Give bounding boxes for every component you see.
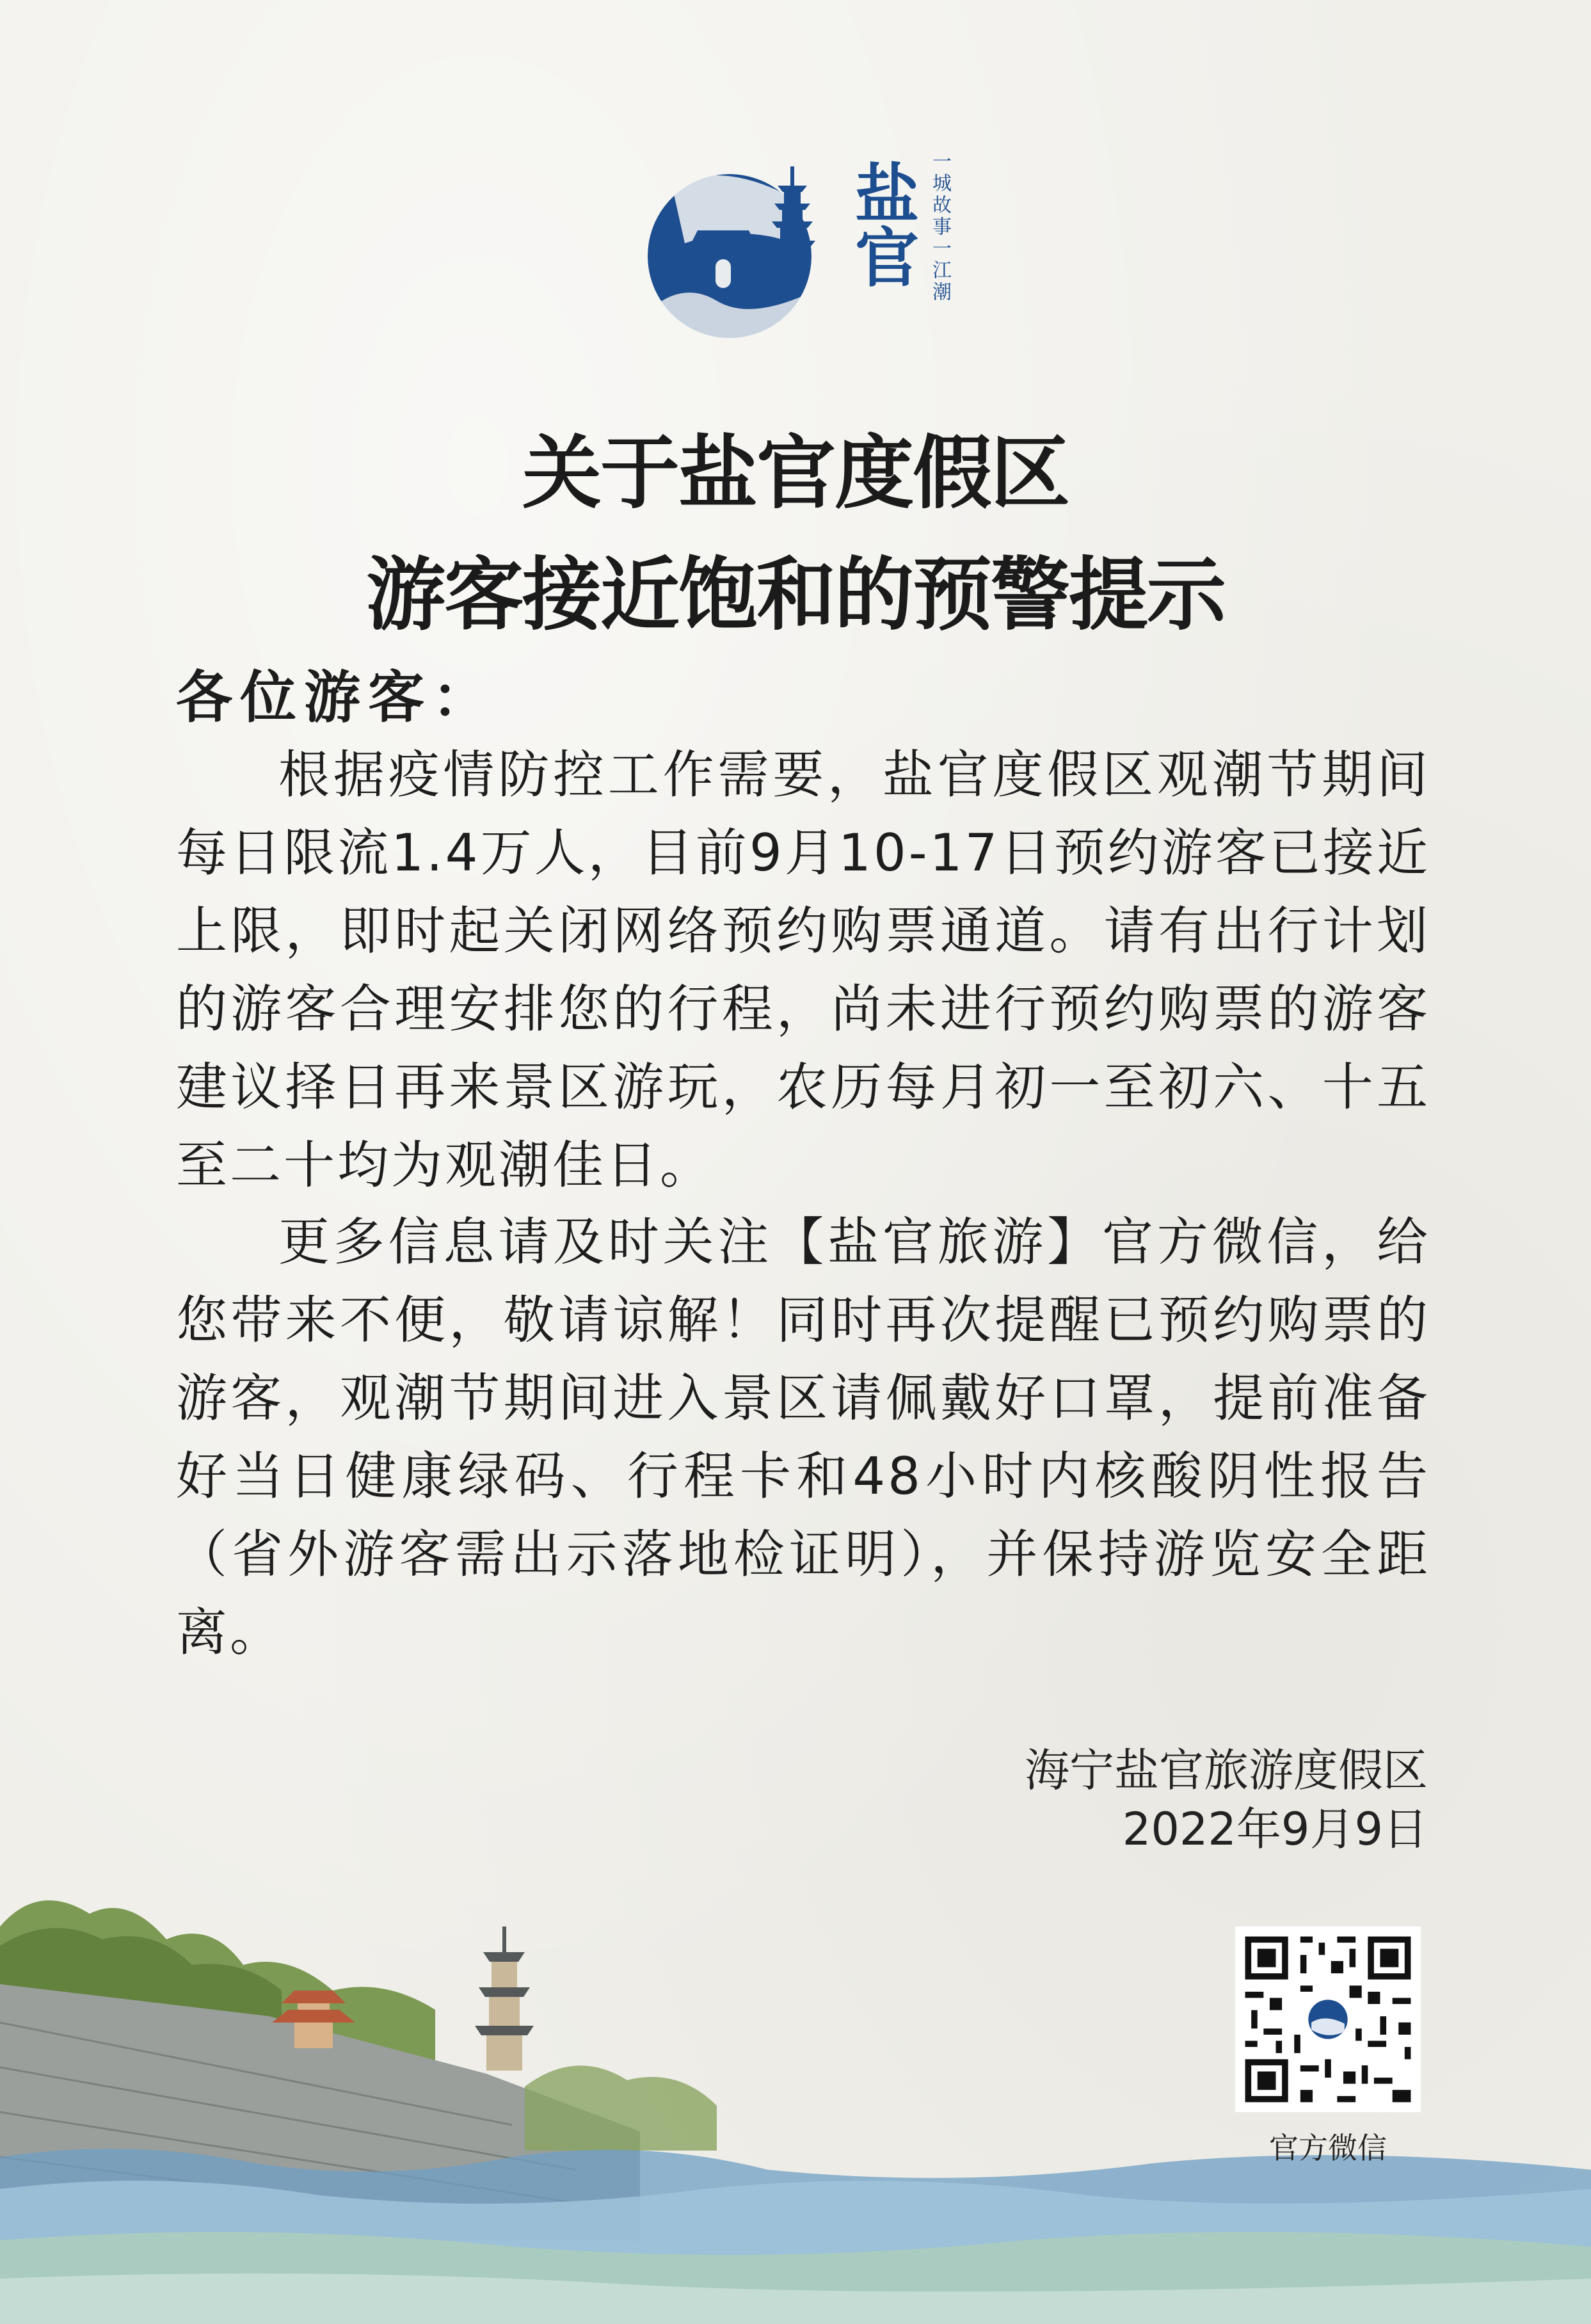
- page-title-line-2: 游客接近饱和的预警提示: [365, 549, 1225, 641]
- qr-code-icon[interactable]: [1235, 1927, 1421, 2112]
- logo-slogan: 一城故事一江潮: [929, 151, 951, 303]
- signature-block: [1025, 1741, 1428, 1859]
- logo-brand-text: 盐官: [844, 160, 920, 288]
- page-title-line-1: 关于盐官度假区: [522, 428, 1069, 520]
- signature-org: 海宁盐官旅游度假区: [1025, 1744, 1428, 1797]
- paragraph-2: 更多信息请及时关注【盐官旅游】官方微信，给您带来不便，敬请谅解！同时再次提醒已预约购票的游客，观潮节期间进入景区请佩戴好口罩，提前准备好当日健康绿码、行程卡和48小时内核酸阴性报告（省外游客需出示落地检证明），并保持游览安全距离。: [176, 1212, 1430, 1662]
- qr-caption: 官方微信: [1269, 2131, 1387, 2165]
- greeting: 各位游客：: [176, 664, 497, 730]
- signature-date: 2022年9月9日: [1122, 1803, 1428, 1855]
- paragraph-1: 根据疫情防控工作需要，盐官度假区观潮节期间每日限流1.4万人，目前9月10-17日预约游客已接近上限，即时起关闭网络预约购票通道。请有出行计划的游客合理安排您的行程，尚未进行预约购票的游客建议择日再来景区游玩，农历每月初一至初六、十五至二十均为观潮佳日。: [176, 745, 1430, 1195]
